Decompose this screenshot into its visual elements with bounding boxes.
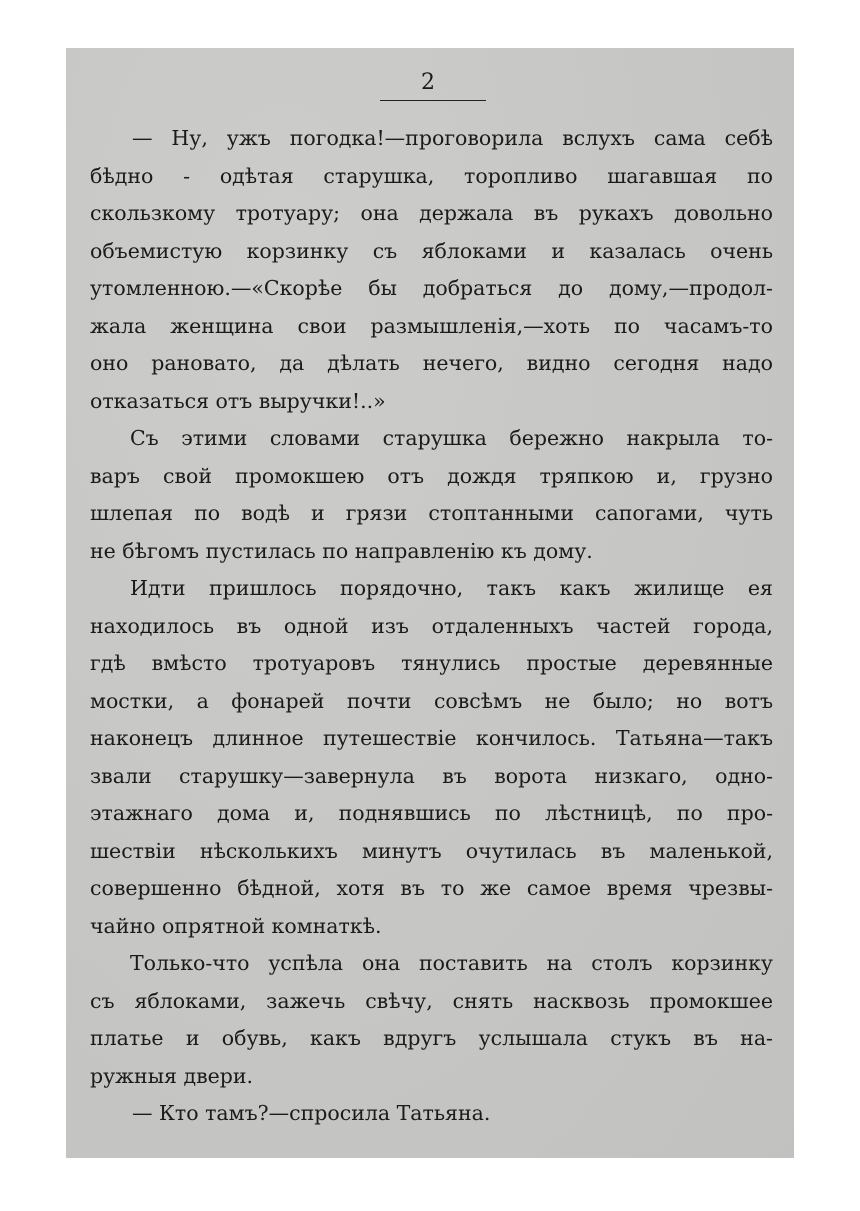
page-header <box>66 70 794 95</box>
text-line: чайно опрятной комнаткѣ. <box>90 913 382 938</box>
text-line: гдѣ вмѣсто тротуаровъ тянулись простые деревянные <box>90 651 773 675</box>
text-line: наконецъ длинное путешествіе кончилось. Татьяна—такъ <box>90 726 773 750</box>
text-line: Только-что успѣла она поставить на столъ корзинку <box>130 951 773 975</box>
text-line: платье и обувь, какъ вдругъ услышала стукъ въ на- <box>90 1026 773 1050</box>
text-line: съ яблоками, зажечь свѣчу, снять насквозь промокшее <box>90 988 773 1013</box>
text-line: шествіи нѣсколькихъ минутъ очутилась въ маленькой, <box>90 838 773 863</box>
text-line: бѣдно - одѣтая старушка, торопливо шагавшая по <box>90 163 773 188</box>
text-line: мостки, а фонарей почти совсѣмъ не было; но вотъ <box>90 688 773 713</box>
text-line: — Кто тамъ?—спросила Татьяна. <box>132 1101 491 1125</box>
header-rule <box>380 100 486 101</box>
text-line: звали старушку—завернула въ ворота низкаго, одно- <box>90 763 773 788</box>
text-line: находилось въ одной изъ отдаленныхъ частей города, <box>90 613 773 638</box>
text-line: объемистую корзинку съ яблоками и казалась очень <box>90 238 773 263</box>
book-page <box>66 48 794 1158</box>
text-line: жала женщина свои размышленія,—хоть по часамъ-то <box>90 313 773 338</box>
text-line: варъ свой промокшею отъ дождя тряпкою и, грузно <box>90 463 773 488</box>
text-line: Съ этими словами старушка бережно накрыла то- <box>130 426 773 450</box>
text-line: утомленною.—«Скорѣе бы добраться до дому,—продол- <box>90 276 773 300</box>
text-line: ружныя двери. <box>90 1063 254 1088</box>
page-number: 2 <box>421 70 435 95</box>
text-line: шлепая по водѣ и грязи стоптанными сапогами, чуть <box>90 501 773 525</box>
body-text <box>90 120 773 1133</box>
text-line: — Ну, ужъ погодка!—проговорила вслухъ сама себѣ <box>132 126 773 150</box>
text-line: отказаться отъ выручки!..» <box>90 388 386 413</box>
text-line: скользкому тротуару; она держала въ рукахъ довольно <box>90 201 773 225</box>
text-line: совершенно бѣдной, хотя въ то же самое время чрезвы- <box>90 876 773 900</box>
text-line: Идти пришлось порядочно, такъ какъ жилище ея <box>130 576 773 600</box>
text-line: этажнаго дома и, поднявшись по лѣстницѣ, по про- <box>90 801 773 825</box>
text-line: не бѣгомъ пустилась по направленію къ дому. <box>90 538 593 563</box>
text-line: оно рановато, да дѣлать нечего, видно сегодня надо <box>90 351 773 375</box>
